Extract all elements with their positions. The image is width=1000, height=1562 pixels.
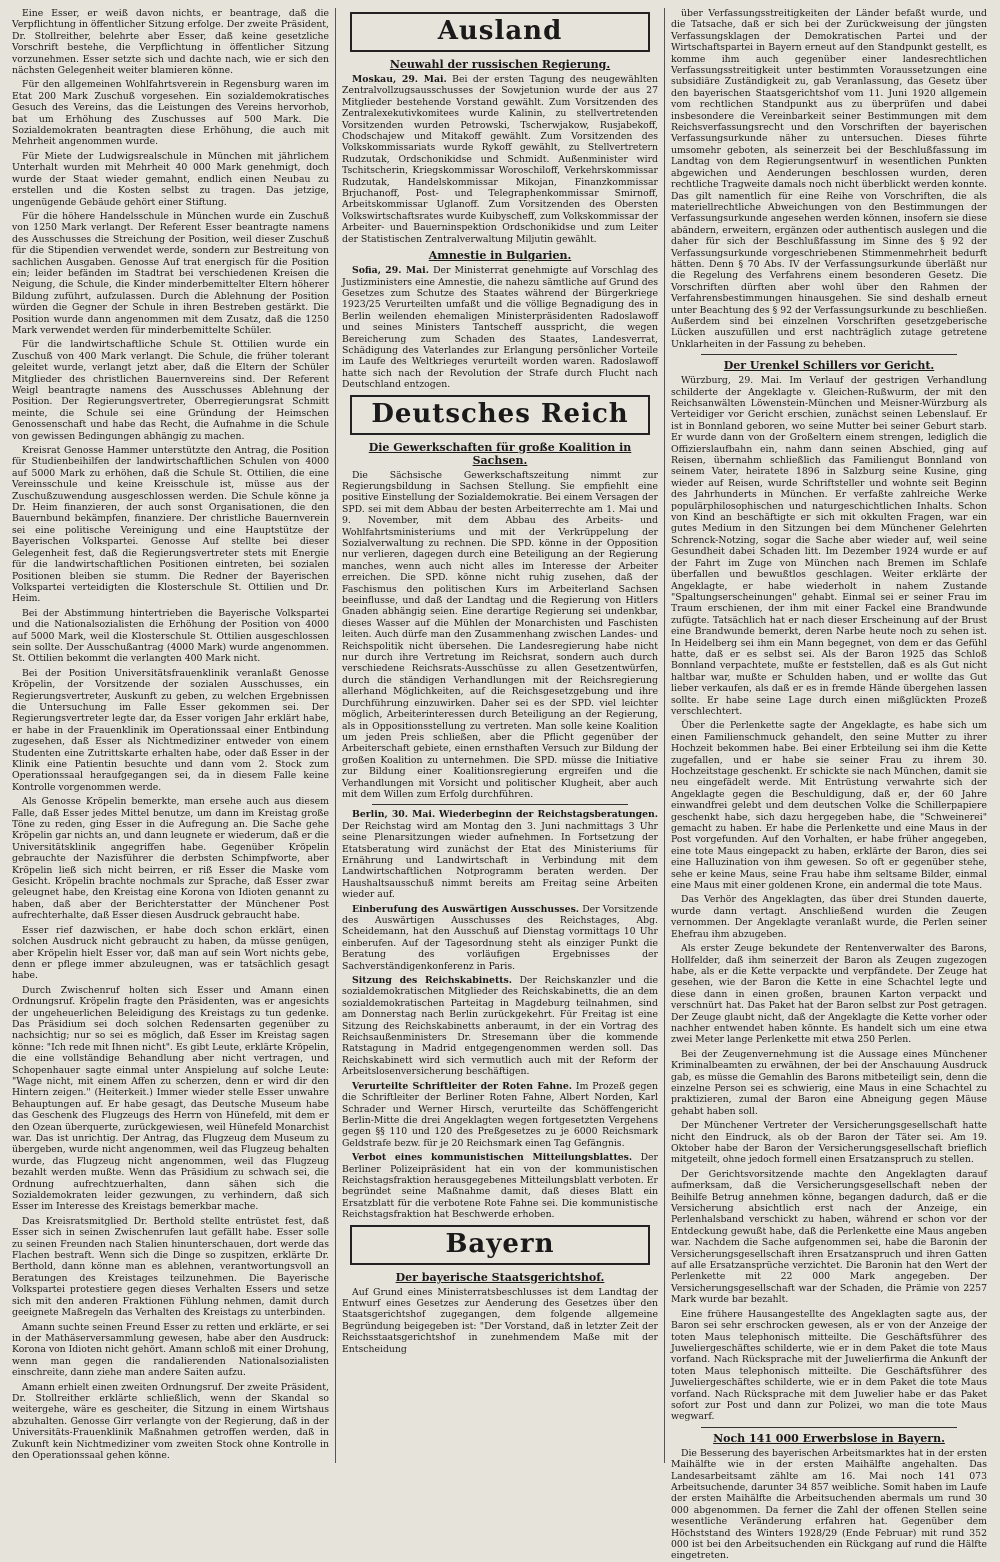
- article-paragraph: [342, 74, 658, 245]
- article-text: Der Reichstag wird am Montag den 3. Juni nachmittags 3 Uhr seine Plenarsitzungen wieder aufnehmen. In Fortsetzung der Etatsberatung wird zunächst der Etat des Ministeriums für Ernährung und Landwirtschaft in Verbindung mit dem Landwirtschaftlichen Notprogramm beraten werden. Der Haushaltsausschuß nimmt bereits am Freitag seine Arbeiten wieder auf.: [342, 820, 658, 901]
- divider: [372, 804, 628, 805]
- article-paragraph: [342, 1152, 658, 1220]
- column-right: [664, 8, 993, 1562]
- article-lead: Verurteilte Schriftleiter der Roten Fahne.: [352, 1080, 572, 1092]
- article-paragraph: Esser rief dazwischen, er habe doch schon erklärt, einen solchen Ausdruck nicht gebraucht zu haben, da müsse genügen, aber Kröpelin hielt Esser vor, daß man auf sein Wort nichts gebe, denn er pflege immer abzuleugnen, was er tatsächlich gesagt habe.: [12, 924, 329, 982]
- divider: [701, 1427, 957, 1428]
- article-paragraph: Amann erhielt einen zweiten Ordnungsruf. Der zweite Präsident, Dr. Stollreither erklärte schließlich, wenn der Skandal so weitergehe, wäre es gescheiter, die Sitzung in einem Wirtshaus abzuhalten. Genosse Girr verlangte von der Regierung, daß in der Universitäts-Frauenklinik Maßnahmen getroffen werden, daß in Zukunft kein Nichtmediziner vom zweiten Stock ohne Kontrolle in den Operationssaal gehen könne.: [12, 1381, 329, 1461]
- dateline: Moskau, 29. Mai.: [352, 74, 447, 85]
- article-paragraph: Über die Perlenkette sagte der Angeklagte, es habe sich um einen Familienschmuck gehandelt, den seine Mutter zu ihrer Hochzeit bekommen habe. Bei einer Erbteilung sei ihm die Kette zugefallen, und er habe sie seiner Frau zu ihrem 30. Hochzeitstage geschenkt. Er schickte sie nach München, damit sie neu eingefädelt werde. Mit Entrüstung verwahrte sich der Angeklagte gegen die Beschuldigung, daß er, der 60 Jahre einwandfrei gelebt und dem deutschen Volke die Schillerpapiere geschenkt habe, sich dazu hergegeben habe, die "Schweinerei" gemacht zu haben. Er habe die Perlenkette und eine Maus in der Post vorgefunden. Auf den Vorhalten, er habe früher angegeben, eine tote Maus eingepackt zu haben, erklärte der Baron, dies sei eine Halluzination von ihm gewesen. So oft er gegenüber stehe, sehe er keine Maus, seine Frau habe ihm seltsame Bilder, einmal eine Maus mit einer goldenen Krone, ein andermal die tote Maus.: [671, 720, 988, 892]
- article-text: Der Berliner Polizeipräsident hat ein von der kommunistischen Reichstagsfraktion herausgegebenes Mitteilungsblatt verboten. Er begründet seine Maßnahme damit, daß dieses Blatt ein Ersatzblatt für die verbotene Rote Fahne sei. Die kommunistische Reichstagsfraktion hat Beschwerde erhoben.: [342, 1152, 658, 1221]
- article-paragraph: Für die landwirtschaftliche Schule St. Ottilien wurde ein Zuschuß von 400 Mark verlangt. Die Schule, die früher tolerant geleitet wurde, verlangt jetzt aber, daß die Eltern der Schüler Mitglieder des christlichen Bauernvereins sind. Der Referent Weigl beantragte namens des Ausschusses Ablehnung der Position. Der Regierungsvertreter, Oberregierungsrat Schmitt meinte, die Schule sei eine Gründung der Heimschen Genossenschaft und habe das Recht, die Aufnahme in die Schule von gewissen Bedingungen abhängig zu machen.: [12, 339, 329, 442]
- article-paragraph: Eine frühere Hausangestellte des Angeklagten sagte aus, der Baron sei sehr erschrocken gewesen, als er von der Anzeige der toten Maus telephonisch mitteilte. Die Geschäftsführer des Juweliergeschäftes schilderte, wie er in dem Paket die tote Maus vorfand. Nach Rücksprache mit der Juwelierfirma die Ankunft der toten Maus telephonisch mitteilte. Die Geschäftsführer des Juweliergeschäftes schilderte, wie er in dem Paket die tote Maus vorfand. Nach Rücksprache mit dem Juwelier habe er das Paket sofort zur Post und dann zur Polizei, wo man die tote Maus wegwarf.: [671, 1308, 987, 1423]
- article-paragraph: Der Münchener Vertreter der Versicherungsgesellschaft hatte nicht den Eindruck, als ob der Baron der Täter sei. Am 19. Oktober habe der Baron der Versicherungsgesellschaft brieflich mitgeteilt, ohne jedoch formell einen Ersatzanspruch zu stellen.: [671, 1120, 987, 1166]
- article-paragraph: Durch Zwischenruf holten sich Esser und Amann einen Ordnungsruf. Kröpelin fragte den Präsidenten, was er angesichts der ungeheuerlichen Beleidigung des Kreistags zu tun gedenke. Das Präsidium sei doch solchen Redensarten gegenüber zu nachsichtig; nur so sei es möglich, daß Esser im Kreistag sagen könne: "Ich rede mit Ihnen nicht". Es gibt Leute, erklärte Kröpelin, die eine vollständige Behandlung aber nicht vertragen, und Schopenhauer sagte einmal unter Anspielung auf solche Leute: "Wage nicht, mit einem Affen zu scherzen, denn er wird dir den Hintern zeigen." (Heiterkeit.) Immer wieder stelle Esser unwahre Behauptungen auf. Er habe gesagt, das Deutsche Museum habe das Geschenk des Flugzeugs des Herrn von Hünefeld, mit dem er den Ozean überquerte, zurückgewiesen, weil Hünefeld Monarchist war. Das ist unrichtig. Der Antrag, das Flugzeug dem Museum zu übergeben, wurde nicht angenommen, weil das Flugzeug behalten wurde, das Flugzeug nicht angenommen, weil das Flugzeug bezahlt werden mußte. Wenn das Präsidium zu schwach sei, die Ordnung aufrechtzuerhalten, dann sähen sich die Sozialdemokraten leider gezwungen, zu verhindern, daß sich Esser im Interesse des Kreistags bemerkbar mache.: [12, 984, 329, 1213]
- article-lead: Wiederbeginn der Reichstagsberatungen.: [439, 809, 658, 821]
- article-paragraph: Bei der Position Universitätsfrauenklinik veranlaßt Genosse Kröpelin, der Vorsitzende der sozialen Ausschusses, ein Regierungsvertreter, Auskunft zu geben, zu welchen Ergebnissen die Untersuchung im Falle Esser gekommen sei. Der Regierungsvertreter legte dar, da Esser vorigen Jahr erklärt habe, er habe in der Frauenklinik im Operationssaal einer Entbindung zugesehen, daß Esser als Nichtmediziner entweder von einem Studenten eine Zutrittskarte erhalten habe, oder daß Esser in der Klinik eine Patientin besuchte und dann vom 2. Stock zum Operationssaal heraufgegangen sei, da in diesem Falle keine Kontrolle vorgenommen werde.: [12, 667, 329, 793]
- article-paragraph: [342, 265, 658, 390]
- article-text: Bei der ersten Tagung des neugewählten Zentralvollzugsausschusses der Sowjetunion wurde der aus 27 Mitglieder bestehende Vorstand gewählt. Zum Vorsitzenden des Zentralexekutivkomitees wurde Kalinin, zu stellvertretenden Vorsitzenden wurden Petrowski, Tscherwjakow, Rusjabekoff, Chodschajew und Mitakoff gewählt. Zum Vorsitzenden des Volkskommissariats wurde Rykoff gewählt, zu Stellvertretern Rudzutak, Ordschonikidse und Schmidt. Außenminister wird Tschitscherin, Kriegskommissar Woroschiloff, Verkehrskommissar Rudzutak, Handelskommissar Mikojan, Finanzkommissar Brjuchanoff, Post- und Telegraphenkommissar Smirnoff, Arbeitskommissar Uglanoff. Zum Vorsitzenden des Obersten Volkswirtschaftsrates wurde Kuibyscheff, zum Volkskommissar der Arbeiter- und Bauerninspektion Ordschonikidse und zum Leiter der Statistischen Zentralverwaltung Miljutin gewählt.: [342, 74, 658, 245]
- article-paragraph: Für den allgemeinen Wohlfahrtsverein in Regensburg waren im Etat 200 Mark Zuschuß vorgesehen. Ein sozialdemokratisches Gesuch des Vereins, das die Leistungen des Vereins hervorhob, bat um Erhöhung des Zuschusses auf 500 Mark. Die Sozialdemokraten beantragten diese Erhöhung, die auch mit Mehrheit angenommen wurde.: [12, 79, 329, 148]
- article-paragraph: Das Verhör des Angeklagten, das über drei Stunden dauerte, wurde dann vertagt. Anschließend wurden die Zeugen vernommen. Der Angeklagte veranlaßt wurde, die Perlen seiner Ehefrau ihm abzugeben.: [671, 894, 987, 940]
- article-lead: Einberufung des Auswärtigen Ausschusses.: [352, 903, 580, 915]
- article-paragraph: Für die höhere Handelsschule in München wurde ein Zuschuß von 1250 Mark verlangt. Der Referent Esser beantragte namens des Ausschusses die Streichung der Position, weil dieser Zuschuß für die Stipendien verwendet werde, sondern zur Bestreitung von sachlichen Ausgaben. Genosse Auf trat energisch für die Position ein; leider befänden im Stadtrat bei verschiedenen Kreisen die Neigung, die Schule, die Kinder minderbemittelter Eltern höherer Bildung zuführt, aufzulassen. Durch die Ablehnung der Position würden die Gegner der Schule in ihren Bestreben gestärkt. Die Position wurde dann angenommen mit dem Zusatz, daß die 1250 Mark verwendet werden für minderbemittelte Schüler.: [12, 210, 329, 336]
- article-text: Der Vorsitzende des Auswärtigen Ausschusses des Reichstages, Abg. Scheidemann, hat den Ausschuß auf Dienstag vormittags 10 Uhr einberufen. Auf der Tagesordnung steht als einziger Punkt die Beratung des vorläufigen Ergebnisses der Sachverständigenkonferenz in Paris.: [342, 903, 658, 972]
- article-paragraph: über Verfassungsstreitigkeiten der Länder befaßt wurde, und die Tatsache, daß er sich bei der Zurückweisung der jüngsten Verfassungsklagen der Demokratischen Partei und der Wirtschaftspartei in Bayern erneut auf den Standpunkt gestellt, es komme ihm auch gegenüber einer landesrechtlichen Verfassungsstreitigkeit unter bestimmten Voraussetzungen eine subsidiäre Zuständigkeit zu, gab Veranlassung, das Gesetz über den bayerischen Staatsgerichtshof vom 11. Juni 1920 allgemein vom rechtlichen Standpunkt aus zu überprüfen und dabei insbesondere die Vereinbarkeit seiner Bestimmungen mit dem Reichsverfassungsrecht und den Vorschriften der bayerischen Verfassungsurkunde näher zu untersuchen. Dieses führte umsomehr geboten, als seinerzeit bei der Beschlußfassung im Landtag von dem Regierungsentwurf in wesentlichen Punkten abgewichen und Aenderungen beschlossen wurden, deren rechtliche Tragweite damals noch nicht überblickt werden konnte. Das gilt namentlich für eine Reihe von Vorschriften, die als materiellrechtliche Abweichungen von den Bestimmungen der Verfassungsurkunde angesehen werden können, insofern sie diese abändern, erweitern, ergänzen oder authentisch auslegen und die daher für sich der Beschlußfassung im Sinne des § 92 der Verfassungsurkunde vorgeschriebenen Stimmenmehrheit bedurft hätten. Denn § 70 Abs. IV der Verfassungsurkunde überläßt nur die Regelung des Verfahrens einem besonderen Gesetz. Die Vorschriften dürften aber wohl über den Rahmen der Verfahrensbestimmungen hinausgehen. Sie sind deshalb erneut unter Beachtung des § 92 der Verfassungsurkunde zu beschließen. Außerdem sind bei einzelnen Vorschriften gesetzgeberische Lücken auszufüllen und erst nachträglich zutage getretene Unklarheiten in der Fassung zu beheben.: [671, 8, 987, 350]
- article-paragraph: Das Kreisratsmitglied Dr. Berthold stellte entrüstet fest, daß Esser sich in seinen Zwischenrufen laut gefällt habe. Esser solle zu seinen Freunden nach Stalien hinunterschauen, dort werde das Flachen bestraft. Wenn sich die Dinge so zuspitzen, erklärte Dr. Berthold, dann könne man es ablehnen, verantwortungsvoll an Beratungen des Kreistages teilzunehmen. Die Bayerische Volkspartei protestiere gegen dieses Verhalten Essers und setze sich mit den anderen Fraktionen Fühlung nehmen, damit durch geeignete Maßregeln das Verhalten des Kreistags zu unterbinden.: [12, 1215, 329, 1319]
- article-headline: Die Gewerkschaften für große Koalition in Sachsen.: [368, 440, 632, 467]
- article-headline: Der Urenkel Schillers vor Gericht.: [723, 359, 935, 373]
- article-paragraph: Bei der Zeugenvernehmung ist die Aussage eines Münchener Kriminalbeamten zu erwähnen, der bei der Anschauung Ausdruck gab, es müsse die Gemahlin des Barons mitbeteiligt sein, denn die einzelne Person sei es schwierig, eine Maus in eine Schachtel zu praktizieren, zumal der Baron eine Abneigung gegen Mäuse gehabt haben soll.: [671, 1048, 987, 1117]
- section-title: Ausland: [437, 16, 563, 46]
- column-middle: [335, 8, 664, 1463]
- article-paragraph: Die Besserung des bayerischen Arbeitsmarktes hat in der ersten Maihälfte wie in der ersten Maihälfte angehalten. Das Landesarbeitsamt zählte am 16. Mai noch 141 073 Arbeitsuchende, darunter 34 857 weibliche. Somit haben im Laufe der ersten Maihälfte die Arbeitsuchenden abermals um rund 30 000 abgenommen. Da ferner die Zahl der offenen Stellen seine wesentliche Veränderung erfahren hat. Gegenüber dem Höchststand des Winters 1928/29 (Ende Februar) mit rund 352 000 ist bei den Arbeitsuchenden ein Rückgang auf rund die Hälfte eingetreten.: [671, 1447, 987, 1562]
- article-lead: Sitzung des Reichskabinetts.: [352, 975, 513, 987]
- article-paragraph: [342, 809, 658, 900]
- article-paragraph: Auf Grund eines Ministerratsbeschlusses ist dem Landtag der Entwurf eines Gesetzes zur Aenderung des Gesetzes über den Staatsgerichtshof zugegangen, dem folgende allgemeine Begründung beigegeben ist: "Der Vorstand, daß in letzter Zeit der Reichsstaatsgerichtshof in zunehmendem Maße mit der Entscheidung: [342, 1286, 658, 1355]
- section-header-bayern: [350, 1225, 650, 1265]
- article-paragraph: Bei der Abstimmung hintertrieben die Bayerische Volkspartei und die Nationalsozialisten die Erhöhung der Position von 4000 auf 5000 Mark, weil die Klosterschule St. Ottilien ausgeschlossen sein sollte. Der Ausschußantrag (4000 Mark) wurde angenommen. St. Ottilien bekommt die verlangten 400 Mark nicht.: [12, 607, 329, 665]
- article-paragraph: Würzburg, 29. Mai. Im Verlauf der gestrigen Verhandlung schilderte der Angeklagte v. Gleichen-Rußwurm, der mit den Reichsanwälten Löwenstein-München und Meisner-Würzburg als Verteidiger vor Gericht erschien, zunächst seinen Lebenslauf. Er ist in Bonnland geboren, wo seine Mutter bei seiner Geburt starb. Er wurde dann von der Großeltern einem strengen, lediglich die Offizierslaufbahn ein, nahm dann seinen Abschied, ging auf Reisen, übernahm schließlich das Familiengut Bonnland von seinem Vater, heiratete 1896 in Salzburg seine Kusine, ging wieder auf Reisen, wurde Schriftsteller und wohnte seit Beginn des Jahrhunderts in München. Er verfaßte zahlreiche Werke populärphilosophischen und naturgeschichtlichen Inhalts. Schon von Kind an beschäftigte er sich mit okkulten Fragen, war ein gutes Medium in den Sitzungen bei dem Münchener Gelehrten Schrenck-Notzing, sogar die Sache aber wieder auf, weil seine Gesundheit dabei Schaden litt. Im Dezember 1924 wurde er auf der Fahrt im Zuge von München nach Bremen im Schlafe überfallen und bewußtlos geschlagen. Weiter erklärte der Angeklagte, er habe wiederholt in nahem Zustande "Spaltungserscheinungen" gehabt. Einmal sei er seiner Frau im Traum erschienen, der ihm mit einer Fackel eine Brandwunde zufügte. Tatsächlich hat er nach dieser Erscheinung auf der Brust eine Brandwunde bemerkt, deren Narbe heute noch zu sehen ist. In Heidelberg sei ihm ein Mann begegnet, von dem er das Gefühl hatte, daß er es selbst sei. Als der Baron 1925 das Schloß Bonnland verpachtete, mußte er feststellen, daß es als Gut nicht haltbar war, mußte er Schulden haben, und er wollte das Gut lieber verkaufen, als daß er es in fremde Hände übergehen lassen sollte. Er habe seine Lage durch einen mißglückten Prozeß verschlechtert.: [671, 375, 987, 717]
- article-headline: Amnestie in Bulgarien.: [428, 249, 572, 263]
- article-headline: Der bayerische Staatsgerichtshof.: [395, 1270, 605, 1284]
- divider: [701, 354, 957, 355]
- article-paragraph: Amann suchte seinen Freund Esser zu retten und erklärte, er sei in der Mathäserversammlung gewesen, habe aber den Ausdruck: Korona von Idioten nicht gehört. Amann schloß mit einer Drohung, wenn man gegen die randalierenden Nationalsozialisten einschreite, dann ziehe man andere Saiten aufzu.: [12, 1321, 329, 1379]
- article-paragraph: Der Gerichtsvorsitzende machte den Angeklagten darauf aufmerksam, daß die Versicherungsgesellschaft neben der Beihilfe Betrug annehmen könne, begangen dadurch, daß er die Versicherung absichtlich erst nach der Anzeige, ein Perlenhalsband verschickt zu haben, während er schon vor der Entdeckung gewußt habe, daß die Perlenkette eine Maus angeben war. Nachdem die Sache aufgenommen sei, habe die Baronin der Versicherungsgesellschaft ihren Ersatzanspruch und ihren Gatten auf alle Ersatzansprüche verzichtet. Die Baronin hat den Wert der Perlenkette mit 22 000 Mark angegeben. Der Versicherungsgesellschaft war der Schaden, die Prämie von 2257 Mark wurde bar bezahlt.: [671, 1168, 987, 1306]
- article-paragraph: Die Sächsische Gewerkschaftszeitung nimmt zur Regierungsbildung in Sachsen Stellung. Sie empfiehlt eine positive Einstellung der Sozialdemokratie. Bei einem Versagen der SPD. sei mit dem Abbau der besten Arbeiterrechte am 1. Mai und 9. November, mit dem Abbau des Arbeits- und Wohlfahrtsministeriums und mit der Verkrüppelung der Sozialverwaltung zu rechnen. Die SPD. könne in der Opposition nur verlieren, dagegen durch eine Beteiligung an der Regierung manches, wenn auch nicht alles im Interesse der Arbeiter erreichen. Die SPD. könne nicht ruhig zusehen, daß der Faschismus den politischen Kurs im Arbeiterland Sachsen beeinflusse, und daß der Landtag und die Regierung von Hitlers Gnaden abhängig seien. Eine derartige Regierung sei undenkbar, dieses Wasser auf die Mühlen der Monarchisten und Faschisten leiten. Auch dürfe man den Zusammenhang zwischen Landes- und Reichspolitik nicht übersehen. Die Landesregierung habe nicht nur durch ihre Vertretung im Reichsrat, sondern auch durch verschiedene Reichsrats-Ausschüsse zu allen Gesetzentwürfen, durch die ständigen Verhandlungen mit der Reichsregierung allerhand Möglichkeiten, auf die Reichsgesetzgebung und ihre Durchführung einzuwirken. Daher sei es der SPD. viel leichter möglich, Arbeiterinteressen durch Beteiligung an der Regierung, als in Oppositionsstellung zu vertreten. Man solle keine Koalition um jeden Preis schließen, aber die Pflicht gegenüber der Arbeiterschaft gebiete, einen ernsthaften Versuch zur Bildung der großen Koalition zu unternehmen. Die SPD. müsse die Initiative zur Bildung einer Koalitionsregierung ergreifen und die Verhandlungen mit Vorsicht und politischer Klugheit, aber auch mit dem Willen zum Erfolg durchführen.: [342, 469, 658, 800]
- section-title: Deutsches Reich: [371, 398, 629, 429]
- article-text: Im Prozeß gegen die Schriftleiter der Berliner Roten Fahne, Albert Norden, Karl Schrader und Werner Hirsch, verurteilte das Schöffengericht Berlin-Mitte die drei Angeklagten wegen fortgesetzten Vergehens gegen §§ 110 und 120 des Preßgesetzes zu je 6000 Reichsmark Geldstrafe bezw. für je 20 Reichsmark einen Tag Gefängnis.: [342, 1080, 658, 1149]
- dateline: Sofia, 29. Mai.: [352, 265, 429, 277]
- section-header-deutsches-reich: [350, 395, 650, 435]
- article-paragraph: [342, 1081, 658, 1149]
- article-paragraph: [342, 975, 658, 1078]
- article-headline: Neuwahl der russischen Regierung.: [389, 58, 611, 71]
- article-text: Der Ministerrat genehmigte auf Vorschlag des Justizministers eine Amnestie, die nahezu sämtliche auf Grund des Gesetzes zum Schutze des Staates während der Bürgerkriege 1923/25 Verurteilten umfaßt und die völlige Begnadigung des in Berlin weilenden ehemaligen Ministerpräsidenten Radoslawoff und seines Ministers Tantscheff ausspricht, die wegen Bereicherung zum Schaden des Staates, Landesverrat, Schädigung des Vaterlandes zur Erlangung persönlicher Vorteile im Laufe des Weltkrieges verurteilt worden waren. Radoslawoff hatte sich nach der Revolution der Strafe durch Flucht nach Deutschland entzogen.: [342, 265, 658, 391]
- article-paragraph: [342, 904, 658, 972]
- section-header-ausland: [350, 12, 650, 52]
- dateline: Berlin, 30. Mai.: [352, 809, 436, 821]
- article-paragraph: Als erster Zeuge bekundete der Rentenverwalter des Barons, Hollfelder, daß ihm seinerzeit der Baron als Zeugen zugezogen habe, als er die Kette verpackte und verpfändete. Der Zeuge hat gesehen, wie der Baron die Kette in eine Schachtel legte und diese dann in einen großen, braunen Karton verpackt und verschnürt hat. Das Paket hat der Baron selbst zur Post getragen. Der Zeuge glaubt nicht, daß der Angeklagte die Kette vorher oder nachher entwendet haben könnte. Es handelt sich um eine etwa zwei Meter lange Perlenkette mit etwa 250 Perlen.: [671, 943, 987, 1046]
- article-paragraph: Eine Esser, er weiß davon nichts, er beantrage, daß die Verpflichtung in öffentlicher Sitzung erfolge. Der zweite Präsident, Dr. Stollreither, belehrte aber Esser, daß keine gesetzliche Vorschrift bestehe, die Verpflichtung in öffentlicher Sitzung vorzunehmen. Esser setzte sich und dachte nach, wie er sich den nächsten Gelegenheit weiter blamieren könne.: [12, 8, 329, 77]
- article-lead: Verbot eines kommunistischen Mitteilungsblattes.: [352, 1152, 633, 1164]
- article-text: Der Reichskanzler und die sozialdemokratischen Mitglieder des Reichskabinetts, die an dem sozialdemokratischen Parteitag in Magdeburg teilnahmen, sind am Donnerstag nach Berlin zurückgekehrt. Für Freitag ist eine Sitzung des Reichskabinetts anberaumt, in der ein Vortrag des Reichsaußenministers Dr. Stresemann über die kommende Ratstagung in Madrid entgegengenommen werden soll. Das Reichskabinett wird sich vermutlich auch mit der Reform der Arbeitslosenversicherung beschäftigen.: [342, 975, 658, 1078]
- article-headline: Noch 141 000 Erwerbslose in Bayern.: [713, 1431, 945, 1445]
- article-paragraph: Kreisrat Genosse Hammer unterstützte den Antrag, die Position für Studienbeihilfen der landwirtschaftlichen Schulen von 4000 auf 5000 Mark zu erhöhen, daß die Schule St. Ottilien, die eine Vereinsschule und keine Kreisschule ist, müsse aus der Zuschußzuwendung ausgeschlossen werden. Die Schule könne ja Dr. Heim finanzieren, der auch sonst Organisationen, die den Bauernbund bekämpfen, finanziere. Der christliche Bauernverein sei eine politische Vereinigung und eine Hauptstütze der Bayerischen Volkspartei. Genosse Auf stellte bei dieser Gelegenheit fest, daß die Regierungsvertreter stets mit Energie für die landwirtschaftlichen Positionen eintreten, bei sozialen Positionen bleiben sie stumm. Die Redner der Bayerischen Volkspartei verteidigten die Klosterschule St. Ottilien und Dr. Heim.: [12, 445, 329, 605]
- section-title: Bayern: [445, 1228, 555, 1259]
- article-paragraph: Für Miete der Ludwigsrealschule in München mit jährlichem Unterhalt wurden mit Mehrheit 40 000 Mark genehmigt, doch wurde der Staat wieder gemahnt, endlich einen Neubau zu erstellen und die Kosten selbst zu tragen. Das jetzige, ungenügende Gebäude gehört einer Stiftung.: [12, 150, 329, 208]
- column-left: [6, 8, 335, 1463]
- article-paragraph: Als Genosse Kröpelin bemerkte, man ersehe auch aus diesem Falle, daß Esser jedes Mittel benutze, um dann im Kreistag große Töne zu reden, ging Esser in die Aufregung an. Die Sache gehe Kröpelin gar nichts an, und dann leugnete er wiederum, daß er die Universitätsklinik angegriffen habe. Gegenüber Kröpelin gebrauchte der Nazisführer die derbsten Schimpfworte, aber Kröpelin ließ sich nicht beirren, er riß Esser die Maske vom Gesicht. Kröpelin brachte nochmals zur Sprache, daß Esser zwar geleugnet habe, den Kreistag eine Korona von Idioten genannt zu haben, daß aber der Berichterstatter der Münchener Post aufrechterhalte, daß Esser diesen Ausdruck gebraucht habe.: [12, 796, 329, 922]
